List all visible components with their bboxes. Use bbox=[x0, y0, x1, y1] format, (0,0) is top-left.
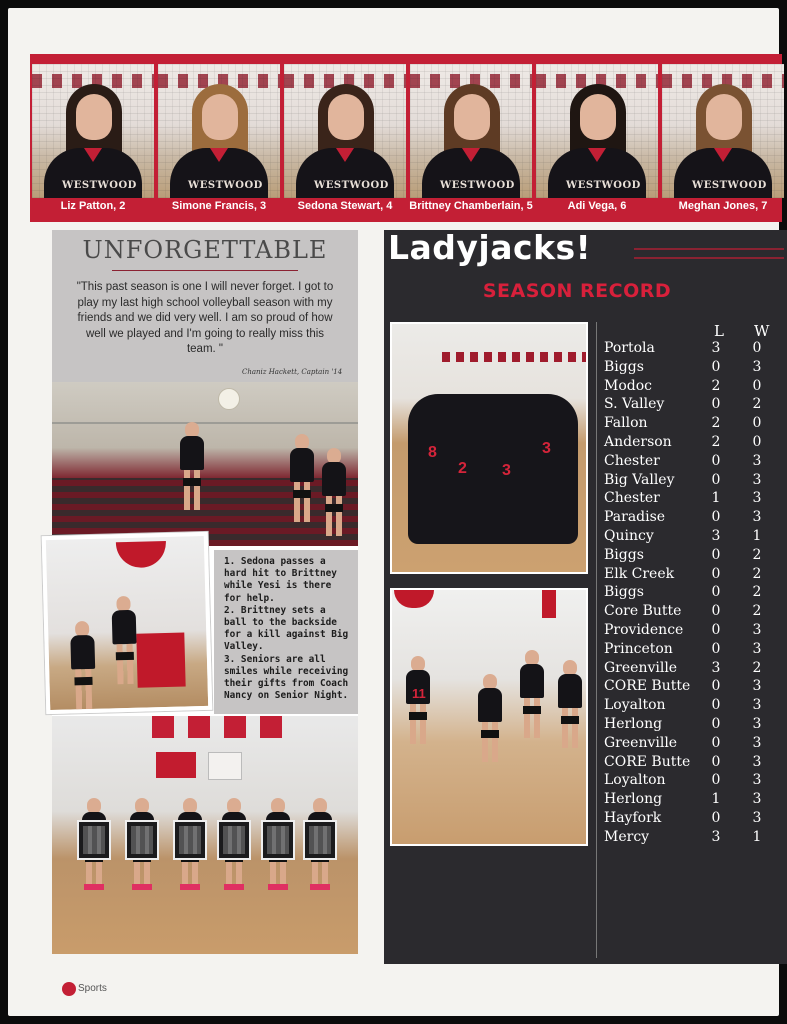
season-record-table bbox=[604, 340, 784, 848]
losses-value: 2 bbox=[711, 415, 721, 432]
record-row bbox=[604, 754, 784, 773]
roster-strip bbox=[30, 54, 782, 222]
losses-value: 0 bbox=[711, 715, 721, 732]
opponent-name: Elk Creek bbox=[604, 565, 675, 582]
losses-value: 0 bbox=[711, 753, 721, 770]
losses-value: 0 bbox=[711, 509, 721, 526]
wins-value: 2 bbox=[752, 603, 762, 620]
losses-value: 3 bbox=[711, 659, 721, 676]
losses-value: 0 bbox=[711, 452, 721, 469]
jersey-number: 3 bbox=[542, 440, 551, 457]
quote-signature: Chaniz Hackett, Captain '14 bbox=[242, 368, 343, 376]
ladyjacks-title: Ladyjacks! bbox=[388, 228, 592, 267]
record-row bbox=[604, 716, 784, 735]
record-row bbox=[604, 509, 784, 528]
losses-value: 2 bbox=[711, 377, 721, 394]
photo-frame-gift bbox=[261, 820, 295, 860]
footer-section-label: Sports bbox=[78, 983, 107, 994]
opponent-name: CORE Butte bbox=[604, 678, 691, 695]
losses-value: 0 bbox=[711, 697, 721, 714]
losses-value: 0 bbox=[711, 621, 721, 638]
wins-value: 2 bbox=[752, 546, 762, 563]
losses-value: 2 bbox=[711, 433, 721, 450]
pennant bbox=[152, 716, 174, 738]
record-row bbox=[604, 547, 784, 566]
title-rule bbox=[634, 248, 784, 250]
record-row bbox=[604, 340, 784, 359]
wins-value: 2 bbox=[752, 659, 762, 676]
player-name: Meghan Jones, 7 bbox=[678, 200, 768, 212]
wins-value: 3 bbox=[752, 678, 762, 695]
pennant bbox=[260, 716, 282, 738]
caption-1: 1. Sedona passes a hard hit to Brittney while Yesi is there for help. bbox=[224, 556, 337, 604]
wins-value: 3 bbox=[752, 640, 762, 657]
player-portrait bbox=[410, 64, 532, 198]
record-row bbox=[604, 490, 784, 509]
opponent-name: Anderson bbox=[604, 433, 672, 450]
player-portrait bbox=[284, 64, 406, 198]
opponent-name: Core Butte bbox=[604, 603, 682, 620]
wins-value: 3 bbox=[752, 809, 762, 826]
record-row bbox=[604, 415, 784, 434]
wins-value: 2 bbox=[752, 396, 762, 413]
wins-value: 3 bbox=[752, 791, 762, 808]
photo-celebration bbox=[390, 588, 588, 846]
record-row bbox=[604, 453, 784, 472]
losses-value: 0 bbox=[711, 678, 721, 695]
wins-value: 3 bbox=[752, 358, 762, 375]
losses-header: L bbox=[714, 322, 724, 340]
wins-value: 3 bbox=[752, 621, 762, 638]
losses-value: 3 bbox=[711, 828, 721, 845]
record-row bbox=[604, 772, 784, 791]
photo-frame-gift bbox=[125, 820, 159, 860]
opponent-name: S. Valley bbox=[604, 396, 665, 413]
photo-setter bbox=[42, 532, 213, 714]
opponent-name: Quincy bbox=[604, 527, 654, 544]
wins-value: 3 bbox=[752, 715, 762, 732]
wins-value: 3 bbox=[752, 452, 762, 469]
opponent-name: Biggs bbox=[604, 358, 644, 375]
opponent-name: Hayfork bbox=[604, 809, 662, 826]
opponent-name: Loyalton bbox=[604, 697, 666, 714]
wall-board bbox=[208, 752, 242, 780]
photo-team-huddle bbox=[390, 322, 588, 574]
record-row bbox=[604, 396, 784, 415]
wins-value: 3 bbox=[752, 753, 762, 770]
red-door bbox=[156, 752, 196, 778]
opponent-name: Loyalton bbox=[604, 772, 666, 789]
wins-value: 1 bbox=[752, 527, 762, 544]
opponent-name: Fallon bbox=[604, 415, 648, 432]
page-number-dot bbox=[62, 982, 76, 996]
losses-value: 0 bbox=[711, 396, 721, 413]
opponent-name: Chester bbox=[604, 490, 660, 507]
wins-value: 3 bbox=[752, 734, 762, 751]
losses-value: 0 bbox=[711, 358, 721, 375]
wall-pad bbox=[136, 633, 185, 688]
opponent-name: Greenville bbox=[604, 734, 678, 751]
record-row bbox=[604, 434, 784, 453]
record-row bbox=[604, 829, 784, 848]
wins-value: 3 bbox=[752, 490, 762, 507]
roster-name-bar bbox=[30, 198, 782, 218]
opponent-name: Paradise bbox=[604, 509, 666, 526]
pennant bbox=[224, 716, 246, 738]
wins-value: 3 bbox=[752, 471, 762, 488]
losses-value: 0 bbox=[711, 772, 721, 789]
losses-value: 0 bbox=[711, 546, 721, 563]
wins-value: 0 bbox=[752, 415, 762, 432]
title-rule bbox=[634, 257, 784, 259]
wins-value: 2 bbox=[752, 584, 762, 601]
player-portrait bbox=[158, 64, 280, 198]
huddle-group bbox=[408, 394, 578, 544]
player-name: Brittney Chamberlain, 5 bbox=[409, 200, 533, 212]
opponent-name: Mercy bbox=[604, 828, 650, 845]
record-row bbox=[604, 735, 784, 754]
opponent-name: Big Valley bbox=[604, 471, 675, 488]
photo-frame-gift bbox=[173, 820, 207, 860]
jersey-number: 11 bbox=[412, 686, 426, 701]
losses-value: 0 bbox=[711, 471, 721, 488]
player-name: Adi Vega, 6 bbox=[567, 200, 627, 212]
record-row bbox=[604, 810, 784, 829]
opponent-name: CORE Butte bbox=[604, 753, 691, 770]
player-portrait bbox=[662, 64, 784, 198]
jersey-number: 2 bbox=[458, 460, 467, 477]
opponent-name: Chester bbox=[604, 452, 660, 469]
record-row bbox=[604, 678, 784, 697]
jersey-number: 8 bbox=[428, 444, 437, 461]
opponent-name: Portola bbox=[604, 340, 655, 356]
jersey-text: WESTWOOD bbox=[692, 180, 767, 191]
player-portrait bbox=[32, 64, 154, 198]
losses-value: 0 bbox=[711, 734, 721, 751]
red-flag bbox=[542, 590, 556, 618]
ladyjacks-panel bbox=[384, 230, 787, 964]
losses-value: 1 bbox=[711, 490, 721, 507]
quote-box bbox=[52, 230, 358, 382]
opponent-name: Modoc bbox=[604, 377, 652, 394]
record-row bbox=[604, 622, 784, 641]
caption-2: 2. Brittney sets a ball to the backside for a kill against Big Valley. bbox=[224, 604, 349, 653]
losses-value: 0 bbox=[711, 809, 721, 826]
record-row bbox=[604, 359, 784, 378]
record-row bbox=[604, 584, 784, 603]
unforgettable-panel bbox=[52, 230, 358, 954]
losses-value: 1 bbox=[711, 791, 721, 808]
wins-value: 1 bbox=[752, 828, 762, 845]
photo-frame-gift bbox=[303, 820, 337, 860]
photo-frame-gift bbox=[77, 820, 111, 860]
photo-senior-night bbox=[52, 716, 358, 954]
opponent-name: Herlong bbox=[604, 715, 663, 732]
record-row bbox=[604, 378, 784, 397]
wins-value: 2 bbox=[752, 565, 762, 582]
player-name: Simone Francis, 3 bbox=[171, 200, 267, 212]
opponent-name: Biggs bbox=[604, 546, 644, 563]
gym-banners bbox=[442, 352, 586, 362]
jersey-text: WESTWOOD bbox=[440, 180, 515, 191]
wins-header: W bbox=[754, 322, 770, 340]
caption-3: 3. Seniors are all smiles while receiving their gifts from Coach Nancy on Senior Night. bbox=[224, 653, 349, 702]
wins-value: 0 bbox=[752, 377, 762, 394]
photo-game-action bbox=[52, 382, 358, 546]
panel-title: UNFORGETTABLE bbox=[82, 236, 328, 264]
losses-value: 0 bbox=[711, 603, 721, 620]
record-row bbox=[604, 472, 784, 491]
wins-value: 0 bbox=[752, 340, 762, 356]
record-row bbox=[604, 697, 784, 716]
captain-quote: "This past season is one I will never forget. I got to play my last high school volleyball season with my friends and we did very well. I am so proud of how well we played and I'm going to really miss this team. " bbox=[76, 281, 334, 355]
losses-value: 0 bbox=[711, 584, 721, 601]
wins-value: 0 bbox=[752, 433, 762, 450]
wins-value: 3 bbox=[752, 772, 762, 789]
volleyball bbox=[218, 388, 240, 410]
gym-arch bbox=[394, 590, 434, 608]
jersey-text: WESTWOOD bbox=[314, 180, 389, 191]
player-portrait bbox=[536, 64, 658, 198]
jersey-text: WESTWOOD bbox=[62, 180, 137, 191]
opponent-name: Providence bbox=[604, 621, 684, 638]
record-row bbox=[604, 791, 784, 810]
pennant bbox=[188, 716, 210, 738]
record-row bbox=[604, 528, 784, 547]
player-name: Liz Patton, 2 bbox=[60, 200, 126, 212]
record-row bbox=[604, 660, 784, 679]
losses-value: 0 bbox=[711, 640, 721, 657]
title-underline bbox=[112, 270, 298, 271]
record-divider bbox=[596, 322, 597, 958]
photo-frame-gift bbox=[217, 820, 251, 860]
losses-value: 3 bbox=[711, 527, 721, 544]
losses-value: 3 bbox=[711, 340, 721, 356]
photo-captions bbox=[214, 550, 358, 714]
losses-value: 0 bbox=[711, 565, 721, 582]
opponent-name: Princeton bbox=[604, 640, 673, 657]
jersey-number: 3 bbox=[502, 462, 511, 479]
yearbook-page bbox=[8, 8, 779, 1016]
player-name: Sedona Stewart, 4 bbox=[297, 200, 393, 212]
opponent-name: Herlong bbox=[604, 791, 663, 808]
record-row bbox=[604, 603, 784, 622]
jersey-text: WESTWOOD bbox=[188, 180, 263, 191]
record-row bbox=[604, 641, 784, 660]
opponent-name: Biggs bbox=[604, 584, 644, 601]
opponent-name: Greenville bbox=[604, 659, 678, 676]
wins-value: 3 bbox=[752, 509, 762, 526]
jersey-text: WESTWOOD bbox=[566, 180, 641, 191]
wins-value: 3 bbox=[752, 697, 762, 714]
record-row bbox=[604, 566, 784, 585]
gym-beam bbox=[52, 422, 358, 424]
season-record-heading: SEASON RECORD bbox=[482, 280, 672, 302]
